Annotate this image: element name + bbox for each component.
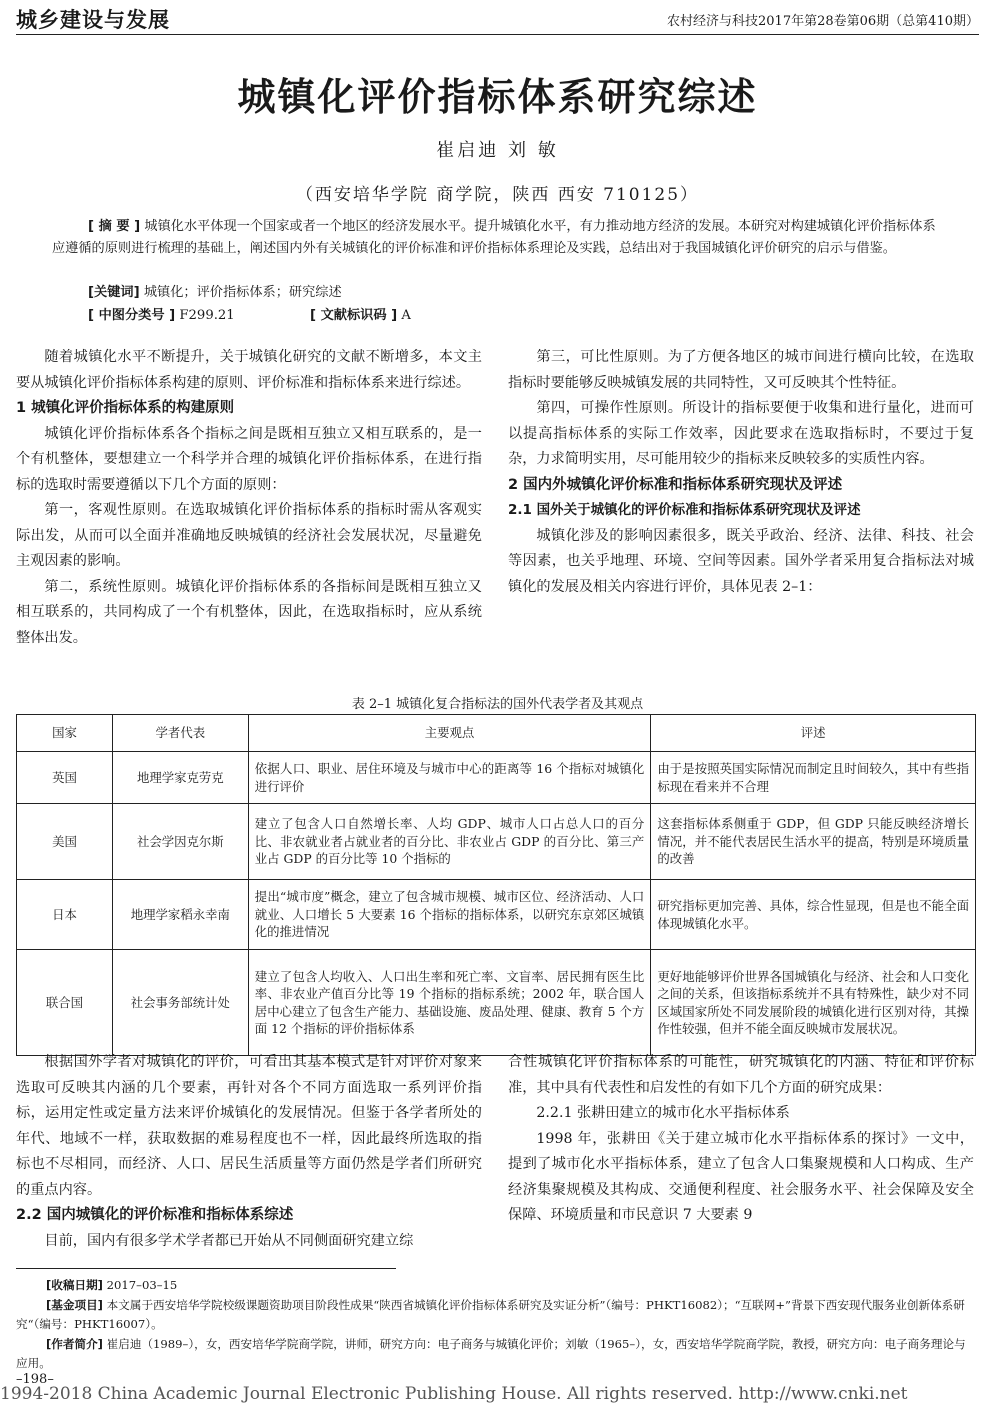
subsection-heading-2-1: 2.1 国外关于城镇化的评价标准和指标体系研究现状及评述 — [508, 502, 861, 518]
subsection-heading-2-2: 2.2 国内城镇化的评价标准和指标体系综述 — [16, 1207, 294, 1223]
table-caption: 表 2–1 城镇化复合指标法的国外代表学者及其观点 — [351, 697, 644, 712]
table-cell: 日本 — [17, 880, 113, 950]
left-column-top — [16, 345, 482, 651]
table-cell: 这套指标体系侧重于 GDP，但 GDP 只能反映经济增长情况，并不能代表居民生活水平的提高，特别是环境质量的改善 — [651, 804, 976, 880]
article-title: 城镇化评价指标体系研究综述 — [237, 75, 758, 119]
table-cell: 英国 — [17, 752, 113, 804]
page-header — [16, 0, 979, 36]
table-header-row — [17, 715, 976, 752]
table-cell: 社会学因克尔斯 — [112, 804, 248, 880]
table-header: 国家 — [17, 715, 113, 752]
abstract — [52, 216, 943, 260]
table-cell: 地理学家稻永幸南 — [112, 880, 248, 950]
header-rule — [16, 34, 979, 35]
classification — [88, 304, 411, 323]
page-number: –198– — [16, 1372, 54, 1387]
section-name: 城乡建设与发展 — [16, 8, 170, 32]
paragraph: 随着城镇化水平不断提升，关于城镇化研究的文献不断增多，本文主要从城镇化评价指标体系构建的原则、评价标准和指标体系来进行综述。 — [16, 349, 482, 391]
doc-code-label: [ 文献标识码 ] — [310, 308, 398, 323]
table-header: 评述 — [651, 715, 976, 752]
table-cell: 社会事务部统计处 — [112, 950, 248, 1056]
table-cell: 更好地能够评价世界各国城镇化与经济、社会和人口变化之间的关系，但该指标系统并不具有特殊性，缺少对不同区域国家所处不同发展阶段的城镇化进行区别对待，其操作性较强，但并不能全面反映城市发展状况。 — [651, 950, 976, 1056]
footnote-rule — [16, 1268, 396, 1269]
table-cell: 提出“城市度”概念，建立了包含城市规模、城市区位、经济活动、人口就业、人口增长 5 大要素 16 个指标的指标体系，以研究东京郊区城镇化的推进情况 — [248, 880, 651, 950]
keywords-label: [关键词] — [88, 285, 140, 300]
table-row — [17, 880, 976, 950]
table-cell: 建立了包含人均收入、人口出生率和死亡率、文盲率、居民拥有医生比率、非农业产值百分比等 19 个指标的指标系统；2002 年，联合国人居中心建立了包含生产能力、基础设施、废品处理、健康、教育 5 个方面 12 个指标的评价指标体系 — [248, 950, 651, 1056]
keywords — [88, 281, 342, 300]
right-column-top — [508, 345, 974, 600]
paragraph: 城镇化评价指标体系各个指标之间是既相互独立又相互联系的，是一个有机整体，要想建立一个科学并合理的城镇化评价指标体系，在进行指标的选取时需要遵循以下几个方面的原则： — [16, 425, 482, 493]
fund-label: [基金项目] — [46, 1297, 103, 1312]
paragraph: 第二，系统性原则。城镇化评价指标体系的各指标间是既相互独立又相互联系的，共同构成了一个有机整体，因此，在选取指标时，应从系统整体出发。 — [16, 578, 482, 646]
author-bio-label: [作者简介] — [46, 1336, 103, 1351]
received-label: [收稿日期] — [46, 1278, 103, 1292]
table-row — [17, 950, 976, 1056]
paragraph: 合性城镇化评价指标体系的可能性，研究城镇化的内涵、特征和评价标准，其中具有代表性和启发性的有如下几个方面的研究成果： — [508, 1054, 974, 1096]
table-cell: 地理学家克劳克 — [112, 752, 248, 804]
paragraph: 1998 年，张耕田《关于建立城市化水平指标体系的探讨》一文中，提到了城市化水平指标体系，建立了包含人口集聚规模和人口构成、生产经济集聚规模及其构成、交通便利程度、社会服务水平、社会保障及安全保障、环境质量和市民意识 7 大要素 9 — [508, 1130, 974, 1223]
affiliation: （西安培华学院 商学院，陕西 西安 710125） — [295, 185, 700, 205]
paragraph: 城镇化涉及的影响因素很多，既关乎政治、经济、法律、科技、社会等因素，也关乎地理、环境、空间等因素。国外学者采用复合指标法对城镇化的发展及相关内容进行评价，具体见表 2–1： — [508, 527, 974, 595]
table-cell: 美国 — [17, 804, 113, 880]
clc-label: [ 中图分类号 ] — [88, 308, 176, 323]
author-bio-text: 崔启迪（1989–），女，西安培华学院商学院，讲师，研究方向：电子商务与城镇化评价；刘敏（1965–），女，西安培华学院商学院，教授，研究方向：电子商务理论与应用。 — [16, 1336, 966, 1370]
scholars-table — [16, 714, 976, 1056]
table-row — [17, 804, 976, 880]
paragraph: 第一，客观性原则。在选取城镇化评价指标体系的指标时需从客观实际出发，从而可以全面并准确地反映城镇的经济社会发展状况，尽量避免主观因素的影响。 — [16, 502, 482, 569]
right-column-bottom — [508, 1050, 974, 1229]
doc-code-value: A — [401, 308, 411, 323]
table-cell: 由于是按照英国实际情况而制定且时间较久，其中有些指标现在看来并不合理 — [651, 752, 976, 804]
left-column-bottom — [16, 1050, 482, 1254]
authors: 崔启迪 刘 敏 — [436, 140, 559, 161]
section-heading-2: 2 国内外城镇化评价标准和指标体系研究现状及评述 — [508, 476, 843, 493]
fund-text: 本文属于西安培华学院校级课题资助项目阶段性成果“陕西省城镇化评价指标体系研究及实证分析”（编号：PHKT16082）；“互联网+”背景下西安现代服务业创新体系研究“（编号：PHKT16007）。 — [16, 1297, 965, 1331]
table-cell: 研究指标更加完善、具体，综合性显现，但是也不能全面体现城镇化水平。 — [651, 880, 976, 950]
table-cell: 联合国 — [17, 950, 113, 1056]
table-row — [17, 752, 976, 804]
table-header: 学者代表 — [112, 715, 248, 752]
footnotes — [16, 1276, 977, 1374]
table-cell: 依据人口、职业、居住环境及与城市中心的距离等 16 个指标对城镇化进行评价 — [248, 752, 651, 804]
subsubsection-heading-2-2-1: 2.2.1 张耕田建立的城市化水平指标体系 — [536, 1105, 790, 1121]
section-heading-1: 1 城镇化评价指标体系的构建原则 — [16, 400, 235, 416]
paragraph: 根据国外学者对城镇化的评价，可看出其基本模式是针对评价对象来选取可反映其内涵的几个要素，再针对各个不同方面选取一系列评价指标，运用定性或定量方法来评价城镇化的发展情况。但鉴于各学者所处的年代、地域不一样，获取数据的难易程度也不一样，因此最终所选取的指标也不尽相同，而经济、人口、居民生活质量等方面仍然是学者们所研究的重点内容。 — [16, 1054, 482, 1198]
table-header: 主要观点 — [248, 715, 651, 752]
paragraph: 目前，国内有很多学术学者都已开始从不同侧面研究建立综 — [44, 1232, 414, 1249]
clc-value: F299.21 — [179, 308, 235, 323]
paragraph: 第三，可比性原则。为了方便各地区的城市间进行横向比较，在选取指标时要能够反映城镇发展的共同特性，又可反映其个性特征。 — [508, 349, 974, 391]
received-date: 2017–03–15 — [106, 1278, 178, 1292]
journal-info: 农村经济与科技2017年第28卷第06期（总第410期） — [667, 14, 979, 29]
keywords-text: 城镇化；评价指标体系；研究综述 — [143, 285, 342, 300]
copyright-watermark: 1994-2018 China Academic Journal Electronic Publishing House. All rights reserved. http://www.cnki.net — [0, 1384, 908, 1404]
paragraph: 第四，可操作性原则。所设计的指标要便于收集和进行量化，进而可以提高指标体系的实际工作效率，因此要求在选取指标时，不要过于复杂，力求简明实用，尽可能用较少的指标来反映较多的实质性内容。 — [508, 400, 974, 467]
abstract-text: 城镇化水平体现一个国家或者一个地区的经济发展水平。提升城镇化水平，有力推动地方经济的发展。本研究对构建城镇化评价指标体系应遵循的原则进行梳理的基础上，阐述国内外有关城镇化的评价标准和评价指标体系理论及实践，总结出对于我国城镇化评价研究的启示与借鉴。 — [52, 219, 936, 256]
table-cell: 建立了包含人口自然增长率、人均 GDP、城市人口占总人口的百分比、非农就业者占就业者的百分比、非农业占 GDP 的百分比、第三产业占 GDP 的百分比等 10 个指标的 — [248, 804, 651, 880]
abstract-label: [ 摘 要 ] — [88, 219, 141, 234]
